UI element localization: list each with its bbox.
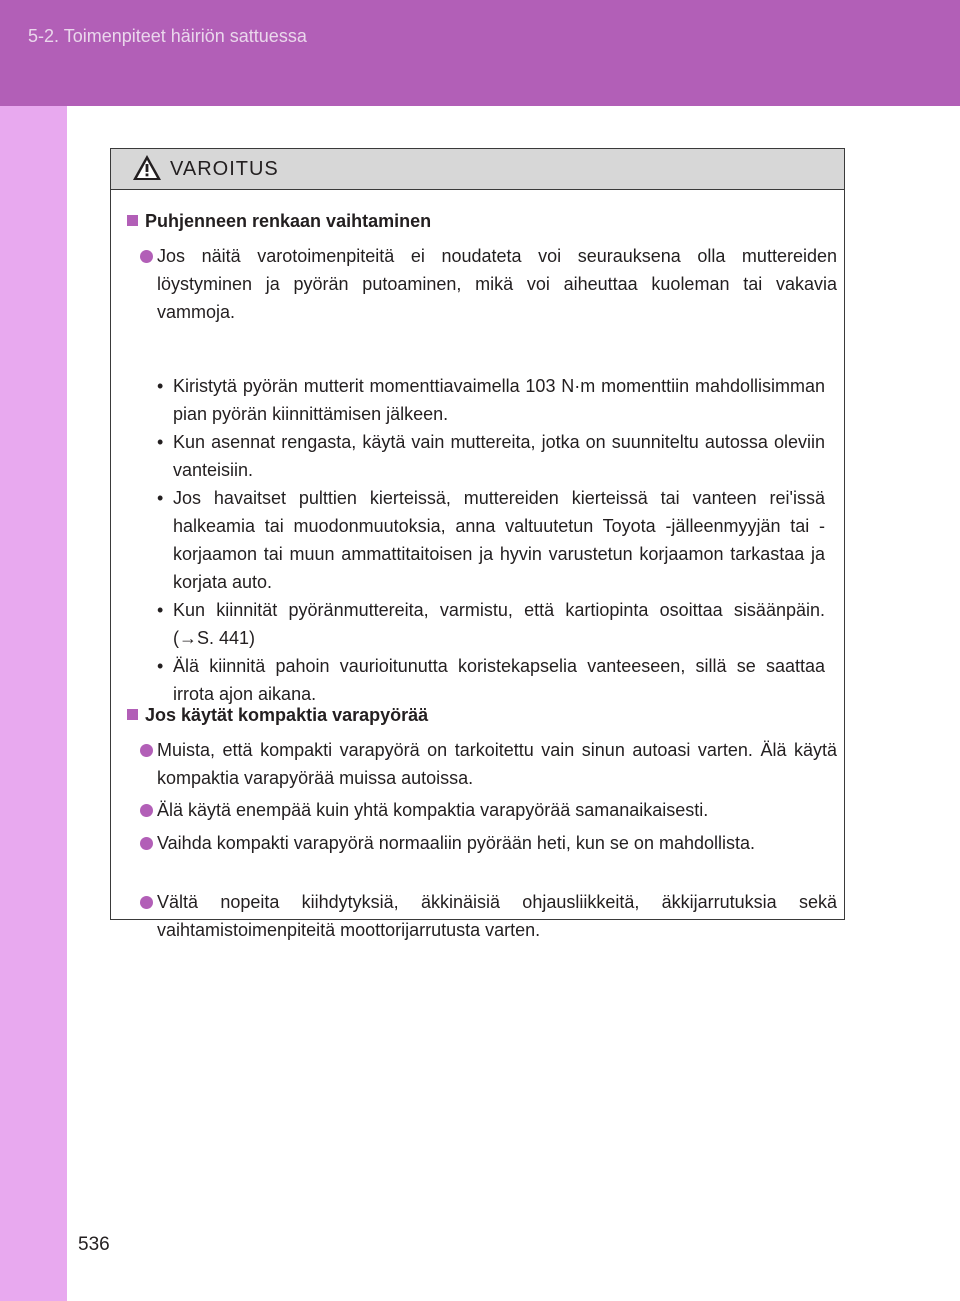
bullet-text: Vaihda kompakti varapyörä normaaliin pyörään heti, kun se on mahdollista. (157, 833, 755, 853)
round-bullet-icon (140, 744, 153, 757)
sub-bullet-icon: • (157, 432, 164, 452)
sub-bullet-icon: • (157, 376, 164, 396)
chapter-title: 5-2. Toimenpiteet häiriön sattuessa (28, 26, 307, 46)
warning-triangle-icon (131, 153, 163, 183)
round-bullet-icon (140, 250, 153, 263)
sub-item: Kiristytä pyörän mutterit momenttiavaimella 103 N·m momenttiin mahdollisimman pian pyörän kiinnittämisen jälkeen. (173, 376, 825, 424)
sub-bullet-icon: • (157, 600, 164, 620)
bullet-text: Vältä nopeita kiihdytyksiä, äkkinäisiä ohjausliikkeitä, äkkijarrutuksia sekä vaihtamistoimenpiteitä moottorijarrutusta varten. (157, 892, 837, 940)
bullet-text: Älä käytä enempää kuin yhtä kompaktia varapyörää samanaikaisesti. (157, 800, 709, 820)
sub-bullet-icon: • (157, 656, 164, 676)
section-heading-flat-tire: Puhjenneen renkaan vaihtaminen (127, 207, 431, 235)
sub-item: Kun kiinnität pyöränmuttereita, varmistu, että kartiopinta osoittaa sisäänpäin. (→S. 441) (173, 600, 825, 648)
warning-box (110, 148, 845, 940)
round-bullet-icon (140, 896, 153, 909)
sub-item: Älä kiinnitä pahoin vaurioitunutta koristekapselia vanteeseen, sillä se saattaa irrota ajon aikana. (173, 656, 825, 704)
bullet-text: Jos näitä varotoimenpiteitä ei noudateta voi seurauksena olla muttereiden löystyminen ja pyörän putoaminen, mikä voi aiheuttaa kuoleman tai vakavia vammoja. (157, 246, 837, 322)
side-band (0, 106, 67, 1301)
sub-item: Jos havaitset pulttien kierteissä, muttereiden kierteissä tai vanteen rei'issä halkeamia tai muodonmuutoksia, anna valtuutetun Toyota -jälleenmyyjän tai -korjaamon tai muun ammattitaitoisen ja hyvin varustetun korjaamon tarkastaa ja korjata auto. (173, 488, 825, 592)
square-bullet-icon (127, 709, 138, 720)
warning-title: VAROITUS (170, 158, 279, 180)
section-heading-compact-spare: Jos käytät kompaktia varapyörää (127, 701, 428, 729)
chapter-header-band (0, 0, 960, 106)
page-number: 536 (78, 1234, 110, 1255)
round-bullet-icon (140, 837, 153, 850)
sub-item: Kun asennat rengasta, käytä vain muttereita, jotka on suunniteltu autossa oleviin vanteisiin. (173, 432, 825, 480)
square-bullet-icon (127, 215, 138, 226)
bullet-text: Muista, että kompakti varapyörä on tarkoitettu vain sinun autoasi varten. Älä käytä kompaktia varapyörää muissa autoissa. (157, 740, 837, 788)
round-bullet-icon (140, 804, 153, 817)
sub-bullet-icon: • (157, 488, 164, 508)
warning-header (111, 149, 844, 190)
